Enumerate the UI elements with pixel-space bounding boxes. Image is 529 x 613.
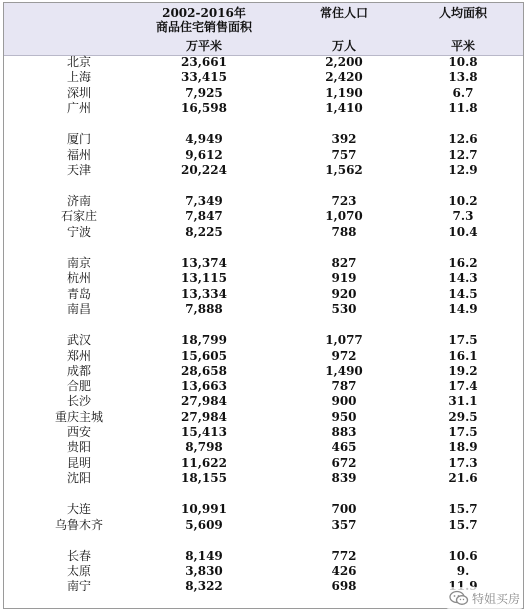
- city-cell: 太原: [66, 564, 91, 579]
- population-cell: 2,420: [325, 70, 363, 85]
- per-capita-cell: 16.2: [448, 256, 478, 270]
- table-row: [4, 364, 523, 379]
- sales-area-cell: 18,155: [181, 470, 227, 485]
- per-capita-cell: 12.7: [448, 147, 478, 162]
- header-sales-area-title: 商品住宅销售面积: [155, 20, 252, 34]
- population-cell: 883: [331, 425, 357, 439]
- city-cell: 乌鲁木齐: [54, 517, 103, 532]
- sales-area-cell: 8,225: [185, 224, 223, 239]
- sales-area-cell: 7,349: [185, 194, 223, 209]
- sales-area-cell: 23,661: [181, 55, 227, 69]
- population-cell: 672: [331, 455, 357, 470]
- per-capita-cell: 9.: [456, 564, 470, 579]
- population-cell: 1,070: [325, 209, 363, 224]
- population-cell: 827: [331, 256, 357, 270]
- city-cell: 武汉: [66, 333, 91, 348]
- population-cell: 788: [331, 224, 357, 239]
- city-cell: 长春: [66, 548, 91, 563]
- table-row: [4, 148, 523, 163]
- population-cell: 1,562: [325, 162, 363, 177]
- table-row: [4, 440, 523, 455]
- per-capita-cell: 14.5: [448, 286, 478, 301]
- population-cell: 919: [331, 271, 357, 286]
- table-row: [4, 86, 523, 101]
- sales-area-cell: 15,605: [181, 348, 227, 363]
- sales-area-cell: 18,799: [181, 333, 227, 348]
- population-cell: 787: [331, 379, 357, 394]
- table-row: [4, 163, 523, 178]
- table-row: [4, 349, 523, 364]
- city-cell: 济南: [66, 194, 91, 209]
- table-row: [4, 502, 523, 517]
- sales-area-cell: 8,322: [185, 579, 223, 594]
- city-cell: 重庆主城: [54, 409, 103, 424]
- table-header: [4, 3, 523, 56]
- per-capita-cell: 17.4: [448, 379, 478, 394]
- watermark: [446, 587, 523, 609]
- population-cell: 1,077: [325, 333, 363, 348]
- header-sales-area-unit: 万平米: [185, 39, 222, 53]
- wechat-icon: [449, 590, 469, 606]
- city-cell: 天津: [66, 162, 91, 177]
- city-cell: 福州: [66, 147, 91, 162]
- population-cell: 698: [331, 579, 357, 594]
- sales-area-cell: 5,609: [185, 517, 223, 532]
- city-cell: 贵阳: [66, 440, 91, 455]
- table-row: [4, 425, 523, 440]
- table-row: [4, 456, 523, 471]
- table-row: [4, 394, 523, 409]
- header-population-title: 常住人口: [319, 6, 368, 20]
- table-row: [4, 287, 523, 302]
- population-cell: 950: [331, 409, 357, 424]
- sales-area-cell: 4,949: [185, 132, 223, 147]
- sales-area-cell: 10,991: [181, 502, 227, 517]
- city-cell: 南昌: [66, 301, 91, 316]
- table-row: [4, 379, 523, 394]
- city-cell: 宁波: [66, 224, 91, 239]
- per-capita-cell: 15.7: [448, 517, 478, 532]
- per-capita-cell: 18.9: [448, 440, 478, 455]
- per-capita-cell: 29.5: [448, 409, 478, 424]
- population-cell: 357: [331, 517, 357, 532]
- sales-area-cell: 11,622: [181, 455, 227, 470]
- header-per-capita-title: 人均面积: [438, 6, 487, 20]
- population-cell: 1,490: [325, 363, 363, 378]
- header-population-unit: 万人: [331, 39, 356, 53]
- sales-area-cell: 28,658: [181, 363, 227, 378]
- city-cell: 沈阳: [66, 470, 91, 485]
- city-cell: 郑州: [66, 348, 91, 363]
- sales-area-cell: 27,984: [181, 409, 227, 424]
- population-cell: 900: [331, 394, 357, 409]
- table-row: [4, 518, 523, 533]
- city-cell: 深圳: [66, 85, 91, 100]
- table-row: [4, 132, 523, 147]
- population-cell: 920: [331, 286, 357, 301]
- city-cell: 合肥: [66, 379, 91, 394]
- table-row: [4, 549, 523, 564]
- table-row: [4, 564, 523, 579]
- sales-area-cell: 20,224: [181, 162, 227, 177]
- table-row: [4, 55, 523, 70]
- table-row: [4, 471, 523, 486]
- per-capita-cell: 15.7: [448, 502, 478, 517]
- city-cell: 成都: [66, 363, 91, 378]
- table-row: [4, 194, 523, 209]
- per-capita-cell: 13.8: [448, 70, 478, 85]
- per-capita-cell: 10.6: [448, 548, 478, 563]
- city-cell: 昆明: [66, 455, 91, 470]
- table-row: [4, 271, 523, 286]
- header-population: [284, 6, 404, 53]
- sales-area-cell: 7,847: [185, 209, 223, 224]
- city-cell: 青岛: [66, 286, 91, 301]
- watermark-text: 特姐买房: [471, 591, 520, 606]
- city-cell: 上海: [66, 70, 91, 85]
- table-row: [4, 256, 523, 271]
- city-cell: 厦门: [66, 132, 91, 147]
- sales-area-cell: 33,415: [181, 70, 227, 85]
- table-row: [4, 225, 523, 240]
- sales-area-cell: 3,830: [185, 564, 223, 579]
- header-sales-area: [124, 6, 284, 53]
- per-capita-cell: 17.5: [448, 333, 478, 348]
- per-capita-cell: 10.2: [448, 194, 478, 209]
- per-capita-cell: 17.3: [448, 455, 478, 470]
- city-cell: 北京: [66, 55, 91, 69]
- per-capita-cell: 14.3: [448, 271, 478, 286]
- city-cell: 广州: [66, 100, 91, 115]
- population-cell: 772: [331, 548, 357, 563]
- city-cell: 大连: [66, 502, 91, 517]
- population-cell: 392: [331, 132, 357, 147]
- per-capita-cell: 12.6: [448, 132, 478, 147]
- sales-area-cell: 13,374: [181, 256, 227, 270]
- per-capita-cell: 10.8: [448, 55, 478, 69]
- sales-area-cell: 16,598: [181, 100, 227, 115]
- per-capita-cell: 17.5: [448, 425, 478, 439]
- sales-area-cell: 13,663: [181, 379, 227, 394]
- per-capita-cell: 12.9: [448, 162, 478, 177]
- sales-area-cell: 27,984: [181, 394, 227, 409]
- table-row: [4, 101, 523, 116]
- city-cell: 西安: [66, 425, 91, 439]
- per-capita-cell: 10.4: [448, 224, 478, 239]
- per-capita-cell: 6.7: [452, 85, 474, 100]
- table-row: [4, 209, 523, 224]
- population-cell: 757: [331, 147, 357, 162]
- per-capita-cell: 7.3: [452, 209, 474, 224]
- city-cell: 长沙: [66, 394, 91, 409]
- population-cell: 700: [331, 502, 357, 517]
- sales-area-cell: 8,798: [185, 440, 223, 455]
- header-per-capita-unit: 平米: [450, 39, 475, 53]
- sales-area-cell: 15,413: [181, 425, 227, 439]
- population-cell: 530: [331, 301, 357, 316]
- population-cell: 839: [331, 470, 357, 485]
- per-capita-cell: 14.9: [448, 301, 478, 316]
- data-table: [3, 2, 524, 609]
- table-row: [4, 333, 523, 348]
- population-cell: 2,200: [325, 55, 363, 69]
- per-capita-cell: 21.6: [448, 470, 478, 485]
- population-cell: 1,410: [325, 100, 363, 115]
- per-capita-cell: 11.8: [448, 100, 478, 115]
- table-row: [4, 410, 523, 425]
- sales-area-cell: 9,612: [185, 147, 223, 162]
- sales-area-cell: 8,149: [185, 548, 223, 563]
- population-cell: 972: [331, 348, 357, 363]
- city-cell: 南京: [66, 256, 91, 270]
- header-per-capita: [404, 6, 522, 53]
- sales-area-cell: 13,334: [181, 286, 227, 301]
- table-row: [4, 302, 523, 317]
- sales-area-cell: 7,888: [185, 301, 223, 316]
- table-row: [4, 70, 523, 85]
- per-capita-cell: 19.2: [448, 363, 478, 378]
- city-cell: 杭州: [66, 271, 91, 286]
- header-sales-area-years: 2002-2016年: [162, 6, 246, 20]
- population-cell: 426: [331, 564, 357, 579]
- population-cell: 723: [331, 194, 357, 209]
- population-cell: 1,190: [325, 85, 363, 100]
- population-cell: 465: [331, 440, 357, 455]
- per-capita-cell: 16.1: [448, 348, 478, 363]
- sales-area-cell: 7,925: [185, 85, 223, 100]
- sales-area-cell: 13,115: [181, 271, 227, 286]
- per-capita-cell: 31.1: [448, 394, 478, 409]
- city-cell: 石家庄: [60, 209, 97, 224]
- city-cell: 南宁: [66, 579, 91, 594]
